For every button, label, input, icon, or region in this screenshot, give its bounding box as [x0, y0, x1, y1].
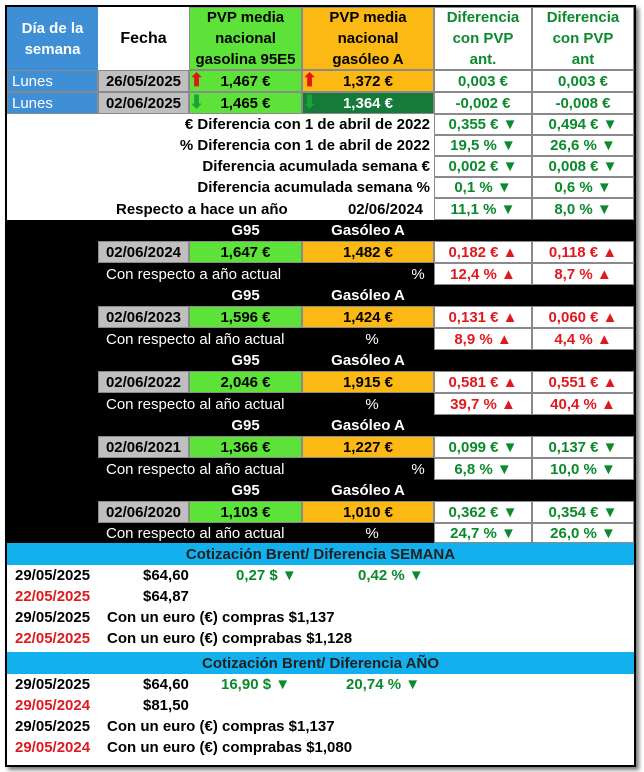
brent-year-eur-date-1: 29/05/2025 — [11, 716, 106, 737]
brent-week-eur-date-1: 29/05/2025 — [11, 607, 106, 628]
week-row-2-diff-g95: -0,002 € — [434, 92, 532, 114]
hist-1-diff-diesel: 0,118 € ▲ — [532, 241, 634, 263]
arrow-down-icon: ⬇ — [189, 92, 205, 112]
brent-week-price-1: $64,60 — [139, 565, 209, 586]
summary-value-g95-2: 19,5 % ▼ — [434, 135, 532, 156]
brent-year-price-1: $64,60 — [139, 674, 209, 695]
hist-5-g95-label: G95 — [189, 480, 302, 501]
header-diff-diesel: Diferencia con PVP ant — [532, 7, 634, 70]
summary-value-g95-3: 0,002 € ▼ — [434, 156, 532, 177]
hist-2-g95: 1,596 € — [189, 306, 302, 328]
hist-4-compare-label: Con respecto al año actual — [102, 458, 342, 480]
week-row-2-g95: 1,465 € — [189, 92, 302, 114]
hist-4-spacer — [434, 415, 634, 436]
arrow-up-icon: ⬆ — [189, 70, 205, 90]
hist-2-pct-diesel: 4,4 % ▲ — [532, 328, 634, 350]
hist-2-diesel-label: Gasóleo A — [302, 285, 434, 306]
summary-label-4: Diferencia acumulada semana % — [7, 177, 434, 198]
hist-3-pct-sign: % — [352, 393, 392, 415]
brent-week-eur-text-1: Con un euro (€) compras $1,137 — [103, 607, 403, 628]
hist-4-diff-diesel: 0,137 € ▼ — [532, 436, 634, 458]
week-row-1-g95: 1,467 € — [189, 70, 302, 92]
hist-5-compare-label: Con respecto al año actual — [102, 523, 342, 543]
hist-2-date: 02/06/2023 — [98, 306, 189, 328]
hist-3-diesel: 1,915 € — [302, 371, 434, 393]
hist-1-g95-label: G95 — [189, 220, 302, 241]
hist-5-pct-g95: 24,7 % ▼ — [434, 523, 532, 543]
hist-3-pct-diesel: 40,4 % ▲ — [532, 393, 634, 415]
hist-5-diff-g95: 0,362 € ▼ — [434, 501, 532, 523]
hist-2-spacer — [434, 285, 634, 306]
week-row-1-diesel: 1,372 € — [302, 70, 434, 92]
arrow-down-icon: ⬇ — [302, 92, 318, 112]
brent-year-date-1: 29/05/2025 — [11, 674, 106, 695]
hist-5-date: 02/06/2020 — [98, 501, 189, 523]
hist-3-g95: 2,046 € — [189, 371, 302, 393]
hist-5-pct-sign: % — [352, 523, 392, 543]
hist-4-pct-g95: 6,8 % ▼ — [434, 458, 532, 480]
brent-week-date-2: 22/05/2025 — [11, 586, 106, 607]
hist-4-g95-label: G95 — [189, 415, 302, 436]
summary-label-1: € Diferencia con 1 de abril de 2022 — [7, 114, 434, 135]
week-row-2-day: Lunes — [7, 92, 98, 114]
brent-year-price-2: $81,50 — [139, 695, 209, 716]
hist-1-pct-sign: % — [402, 263, 434, 285]
week-row-1-diff-g95: 0,003 € — [434, 70, 532, 92]
hist-2-diesel: 1,424 € — [302, 306, 434, 328]
brent-week-diff-pct: 0,42 % ▼ — [354, 565, 444, 586]
brent-year-eur-text-2: Con un euro (€) comprabas $1,080 — [103, 737, 403, 758]
header-diesel: PVP media nacional gasóleo A — [302, 7, 434, 70]
hist-4-pct-diesel: 10,0 % ▼ — [532, 458, 634, 480]
hist-5-spacer — [434, 480, 634, 501]
brent-week-price-2: $64,87 — [139, 586, 209, 607]
hist-2-pct-g95: 8,9 % ▲ — [434, 328, 532, 350]
hist-3-spacer — [434, 350, 634, 371]
summary-value-g95-1: 0,355 € ▼ — [434, 114, 532, 135]
hist-5-diesel: 1,010 € — [302, 501, 434, 523]
brent-week-eur-date-2: 22/05/2025 — [11, 628, 106, 649]
hist-1-diff-g95: 0,182 € ▲ — [434, 241, 532, 263]
week-row-1-day: Lunes — [7, 70, 98, 92]
year-compare-diesel: 8,0 % ▼ — [532, 198, 634, 220]
brent-year-date-2: 29/05/2024 — [11, 695, 106, 716]
hist-3-g95-label: G95 — [189, 350, 302, 371]
brent-week-title: Cotización Brent/ Diferencia SEMANA — [7, 543, 634, 565]
hist-3-compare-label: Con respecto al año actual — [102, 393, 342, 415]
hist-5-diesel-label: Gasóleo A — [302, 480, 434, 501]
summary-value-g95-4: 0,1 % ▼ — [434, 177, 532, 198]
hist-4-date: 02/06/2021 — [98, 436, 189, 458]
hist-5-pct-diesel: 26,0 % ▼ — [532, 523, 634, 543]
hist-1-diesel-label: Gasóleo A — [302, 220, 434, 241]
year-compare-date: 02/06/2024 — [337, 198, 434, 220]
brent-year-eur-text-1: Con un euro (€) compras $1,137 — [103, 716, 403, 737]
brent-year-diff-pct: 20,74 % ▼ — [342, 674, 442, 695]
summary-value-diesel-1: 0,494 € ▼ — [532, 114, 634, 135]
brent-week-eur-text-2: Con un euro (€) comprabas $1,128 — [103, 628, 403, 649]
arrow-up-icon: ⬆ — [302, 70, 318, 90]
hist-1-g95: 1,647 € — [189, 241, 302, 263]
year-compare-label: Respecto a hace un año — [112, 198, 322, 220]
hist-4-pct-sign: % — [402, 458, 434, 480]
header-diff-g95: Diferencia con PVP ant. — [434, 7, 532, 70]
summary-value-diesel-3: 0,008 € ▼ — [532, 156, 634, 177]
header-date: Fecha — [98, 7, 189, 70]
summary-value-diesel-4: 0,6 % ▼ — [532, 177, 634, 198]
hist-3-diesel-label: Gasóleo A — [302, 350, 434, 371]
week-row-2-date: 02/06/2025 — [98, 92, 189, 114]
hist-1-pct-g95: 12,4 % ▲ — [434, 263, 532, 285]
hist-3-pct-g95: 39,7 % ▲ — [434, 393, 532, 415]
header-g95: PVP media nacional gasolina 95E5 — [189, 7, 302, 70]
hist-5-diff-diesel: 0,354 € ▼ — [532, 501, 634, 523]
week-row-2-diesel: 1,364 € — [302, 92, 434, 114]
hist-4-diff-g95: 0,099 € ▼ — [434, 436, 532, 458]
summary-label-2: % Diferencia con 1 de abril de 2022 — [7, 135, 434, 156]
hist-2-g95-label: G95 — [189, 285, 302, 306]
hist-1-date: 02/06/2024 — [98, 241, 189, 263]
week-row-2-diff-diesel: -0,008 € — [532, 92, 634, 114]
summary-value-diesel-2: 26,6 % ▼ — [532, 135, 634, 156]
hist-1-diesel: 1,482 € — [302, 241, 434, 263]
week-row-1-diff-diesel: 0,003 € — [532, 70, 634, 92]
hist-4-g95: 1,366 € — [189, 436, 302, 458]
brent-year-title: Cotización Brent/ Diferencia AÑO — [7, 652, 634, 674]
report-frame — [5, 5, 636, 767]
hist-2-diff-diesel: 0,060 € ▲ — [532, 306, 634, 328]
hist-4-diesel-label: Gasóleo A — [302, 415, 434, 436]
brent-year-eur-date-2: 29/05/2024 — [11, 737, 106, 758]
year-compare-g95: 11,1 % ▼ — [434, 198, 532, 220]
brent-week-diff-usd: 0,27 $ ▼ — [232, 565, 322, 586]
hist-2-diff-g95: 0,131 € ▲ — [434, 306, 532, 328]
summary-label-3: Diferencia acumulada semana € — [7, 156, 434, 177]
hist-4-diesel: 1,227 € — [302, 436, 434, 458]
hist-1-pct-diesel: 8,7 % ▲ — [532, 263, 634, 285]
hist-3-diff-g95: 0,581 € ▲ — [434, 371, 532, 393]
hist-3-diff-diesel: 0,551 € ▲ — [532, 371, 634, 393]
hist-2-compare-label: Con respecto al año actual — [102, 328, 342, 350]
hist-2-pct-sign: % — [352, 328, 392, 350]
header-weekday: Día de la semana — [7, 7, 98, 70]
hist-3-date: 02/06/2022 — [98, 371, 189, 393]
week-row-1-date: 26/05/2025 — [98, 70, 189, 92]
hist-1-compare-label: Con respecto a año actual — [102, 263, 342, 285]
hist-5-g95: 1,103 € — [189, 501, 302, 523]
brent-year-diff-usd: 16,90 $ ▼ — [217, 674, 317, 695]
brent-week-date-1: 29/05/2025 — [11, 565, 106, 586]
history-block-right — [434, 220, 634, 241]
